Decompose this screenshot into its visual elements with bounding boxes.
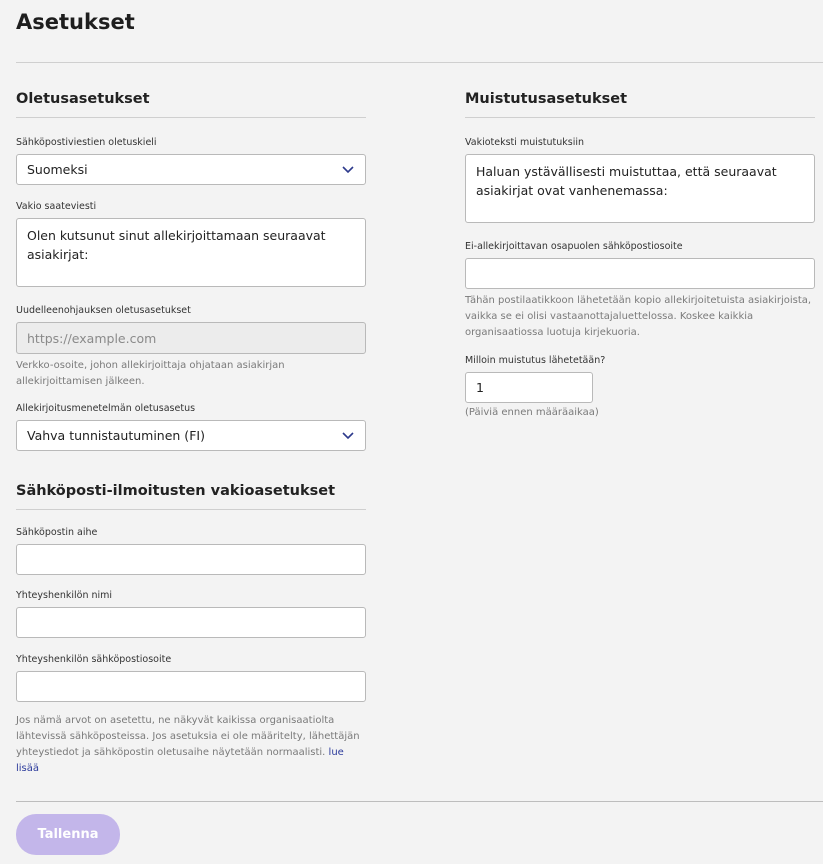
email-subject-label: Sähköpostin aihe: [16, 527, 98, 538]
contact-name-input[interactable]: [16, 607, 366, 638]
email-notifications-section-title: Sähköposti-ilmoitusten vakioasetukset: [16, 482, 366, 510]
non-signing-email-input[interactable]: [465, 258, 815, 289]
non-signing-email-hint: Tähän postilaatikkoon lähetetään kopio allekirjoitetuista asiakirjoista, vaikka se ei olisi vastaanottajaluettelossa. Koskee kaikkia organisaatiossa luotuja kirjekuoria.: [465, 295, 812, 338]
reminders-section-title: Muistutusasetukset: [465, 90, 815, 118]
contact-email-label: Yhteyshenkilön sähköpostiosoite: [16, 654, 172, 665]
footer-divider: [16, 801, 823, 802]
chevron-down-icon: [341, 428, 355, 442]
save-button[interactable]: Tallenna: [16, 814, 120, 855]
reminder-text-label: Vakioteksti muistutuksiin: [465, 137, 585, 148]
contact-email-input[interactable]: [16, 671, 366, 702]
email-language-label: Sähköpostiviestien oletuskieli: [16, 137, 157, 148]
reminder-text-textarea[interactable]: [465, 154, 815, 223]
contact-name-label: Yhteyshenkilön nimi: [16, 590, 113, 601]
non-signing-email-label: Ei-allekirjoittavan osapuolen sähköpostiosoite: [465, 241, 683, 252]
signing-method-label: Allekirjoitusmenetelmän oletusasetus: [16, 403, 196, 414]
email-notifications-hint: [16, 713, 366, 777]
signing-method-value: Vahva tunnistautuminen (FI): [27, 428, 205, 443]
left-column: [16, 90, 366, 777]
email-subject-input[interactable]: [16, 544, 366, 575]
right-column: [465, 90, 815, 421]
default-message-label: Vakio saateviesti: [16, 201, 97, 212]
reminder-days-input[interactable]: [465, 372, 593, 403]
redirect-hint: Verkko-osoite, johon allekirjoittaja ohjataan asiakirjan allekirjoittamisen jälkeen.: [16, 360, 285, 387]
page-title: Asetukset: [16, 10, 135, 34]
email-language-select[interactable]: [16, 154, 366, 185]
header-divider: [16, 62, 823, 63]
redirect-url-input[interactable]: [16, 322, 366, 354]
chevron-down-icon: [341, 162, 355, 176]
read-more-link[interactable]: lue lisää: [16, 747, 344, 774]
signing-method-select[interactable]: [16, 420, 366, 451]
email-notifications-hint-text: Jos nämä arvot on asetettu, ne näkyvät kaikissa organisaatiolta lähtevissä sähköposteissa. Jos asetuksia ei ole määritelty, lähettäjän yhteystiedot ja sähköpostin oletusaihe näytetään normaalisti.: [16, 715, 360, 758]
defaults-section-title: Oletusasetukset: [16, 90, 366, 118]
default-message-textarea[interactable]: [16, 218, 366, 287]
reminder-days-hint: (Päiviä ennen määräaikaa): [465, 407, 599, 418]
reminder-when-label: Milloin muistutus lähetetään?: [465, 355, 606, 366]
redirect-label: Uudelleenohjauksen oletusasetukset: [16, 305, 191, 316]
email-language-value: Suomeksi: [27, 162, 88, 177]
